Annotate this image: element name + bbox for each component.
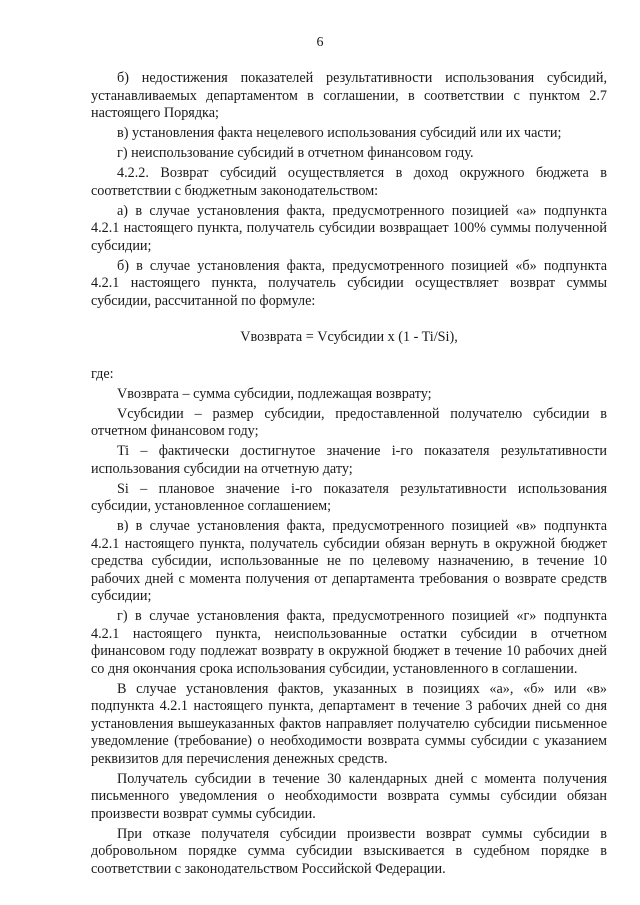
paragraph-return-b: б) в случае установления факта, предусмотренного позицией «б» подпункта 4.2.1 настоящего пункта, получатель субсидии осуществляет возврат суммы субсидии, рассчитанной по формуле: [91, 257, 607, 309]
document-body [91, 70, 607, 881]
definition-si: Si – плановое значение i-го показателя результативности использования субсидии, установленное соглашением; [91, 480, 607, 514]
where-label: где: [91, 365, 114, 382]
definition-ti: Ti – фактически достигнутое значение i-го показателя результативности использования субсидии на отчетную дату; [91, 443, 607, 477]
paragraph-item-g-nonuse: г) неиспользование субсидий в отчетном финансовом году. [117, 145, 474, 161]
definition-v-return: Vвозврата – сумма субсидии, подлежащая возврату; [117, 385, 432, 402]
paragraph-return-a: а) в случае установления факта, предусмотренного позицией «а» подпункта 4.2.1 настоящего пункта, получатель субсидии возвращает 100% суммы полученной субсидии; [91, 202, 607, 254]
paragraph-30-days: Получатель субсидии в течение 30 календарных дней с момента получения письменного уведомления о необходимости возврата суммы субсидии обязан произвести возврат суммы субсидии. [91, 770, 607, 822]
paragraph-item-b-underachievement: б) недостижения показателей результативности использования субсидий, устанавливаемых департаментом в соглашении, в соответствии с пунктом 2.7 настоящего Порядка; [91, 70, 607, 121]
paragraph-return-g: г) в случае установления факта, предусмотренного позицией «г» подпункта 4.2.1 настоящего пункта, неиспользованные остатки субсидии в отчетном финансовом году подлежат возврату в окружной бюджет в течение 10 рабочих дней со дня окончания срока использования субсидии, установленного в соглашении. [91, 608, 607, 677]
formula: Vвозврата = Vсубсидии x (1 - Ti/Si), [240, 329, 458, 345]
paragraph-notification: В случае установления фактов, указанных в позициях «а», «б» или «в» подпункта 4.2.1 настоящего пункта, департамент в течение 3 рабочих дней со дня установления вышеуказанных фактов направляет получателю субсидии письменное уведомление (требование) о необходимости возврата суммы субсидии с указанием реквизитов для перечисления денежных средств. [91, 680, 607, 767]
paragraph-4-2-2: 4.2.2. Возврат субсидий осуществляется в доход окружного бюджета в соответствии с бюджетным законодательством: [91, 165, 607, 199]
paragraph-court-recovery: При отказе получателя субсидии произвести возврат суммы субсидии в добровольном порядке сумма субсидии взыскивается в судебном порядке в соответствии с законодательством Российской Федерации. [91, 825, 607, 877]
paragraph-item-v-misuse: в) установления факта нецелевого использования субсидий или их части; [117, 125, 562, 141]
page-number: 6 [316, 35, 324, 50]
paragraph-return-v: в) в случае установления факта, предусмотренного позицией «в» подпункта 4.2.1 настоящего пункта, получатель субсидии обязан вернуть в окружной бюджет средства субсидии, использованные не по целевому назначению, в течение 10 рабочих дней с момента получения от департамента требования о возврате средств субсидии; [91, 518, 607, 604]
definition-v-subsidy: Vсубсидии – размер субсидии, предоставленной получателю субсидии в отчетном финансовом году; [91, 405, 607, 439]
